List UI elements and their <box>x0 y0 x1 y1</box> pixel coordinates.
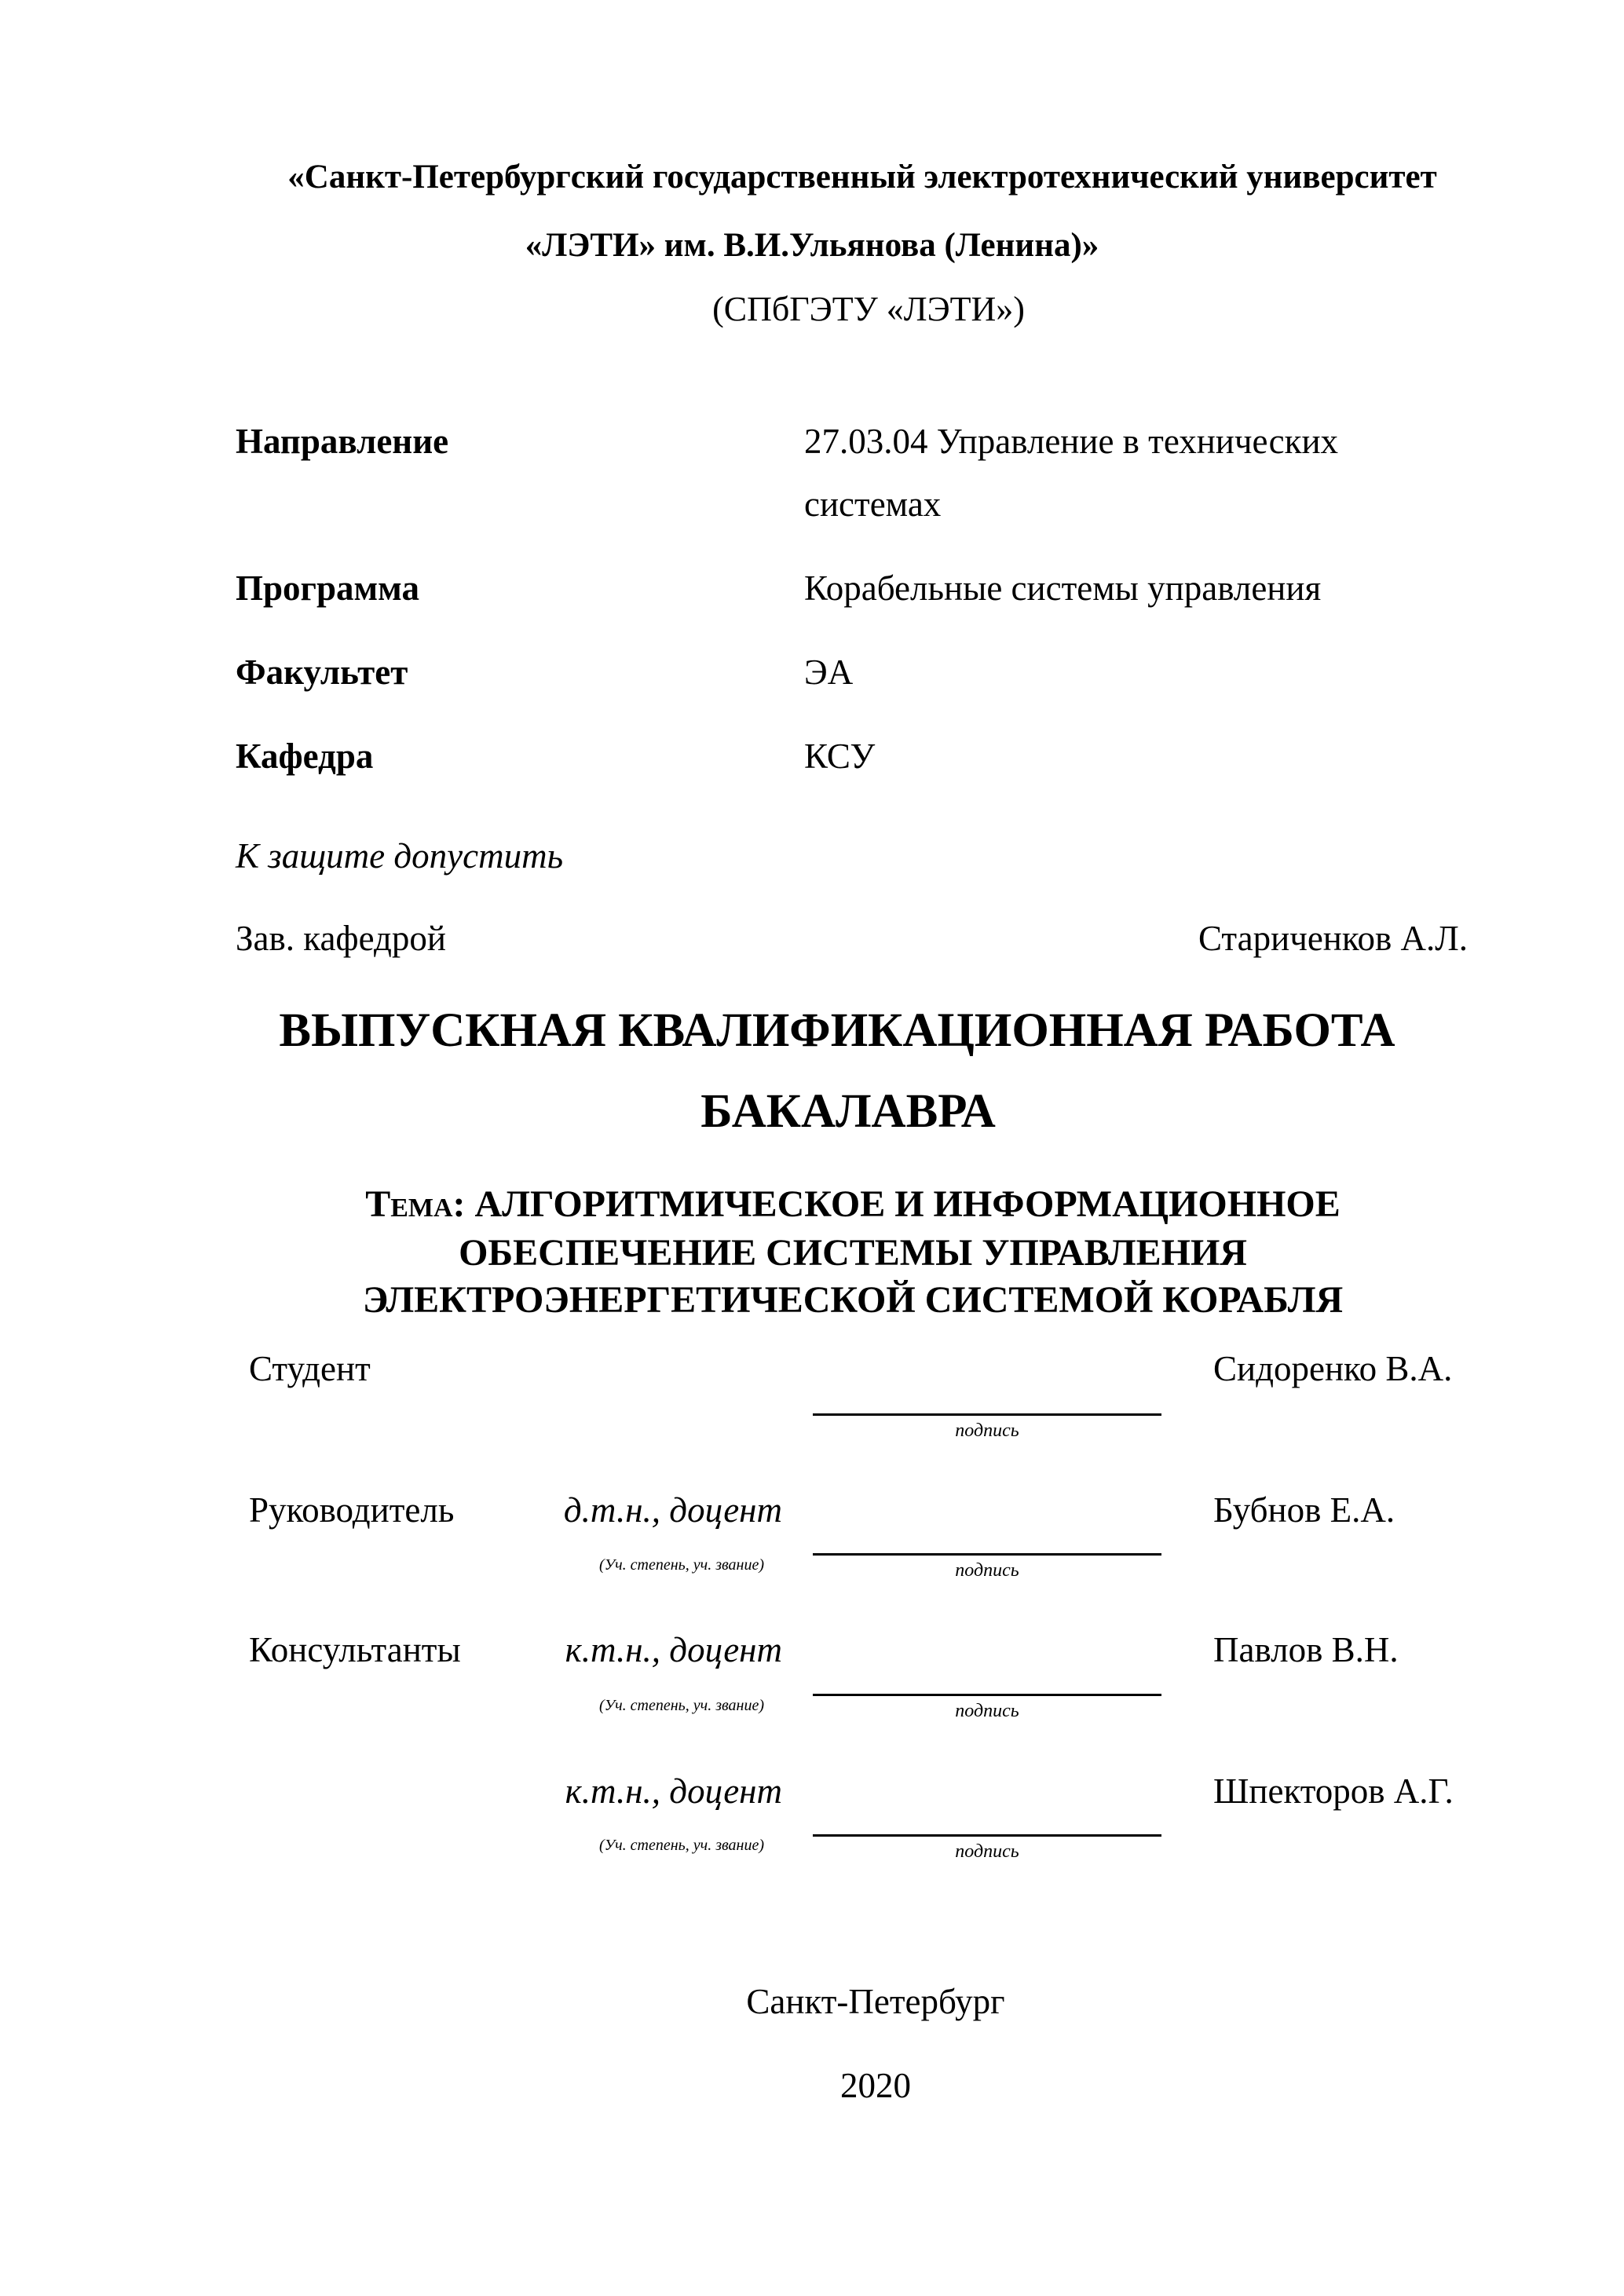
year: 2020 <box>840 2066 911 2105</box>
degree-supervisor: д.т.н., доцент <box>563 1490 782 1530</box>
info-value-program: Корабельные системы управления <box>804 569 1322 608</box>
city: Санкт-Петербург <box>746 1982 1005 2021</box>
signature-line <box>813 1694 1161 1696</box>
info-value-faculty: ЭА <box>804 653 854 692</box>
degree-caption: (Уч. степень, уч. звание) <box>599 1837 764 1854</box>
university-name-line2: «ЛЭТИ» им. В.И.Ульянова (Ленина)» <box>525 227 1099 264</box>
name-consultant-2: Шпекторов А.Г. <box>1213 1771 1454 1811</box>
title-line1: ВЫПУСКНАЯ КВАЛИФИКАЦИОННАЯ РАБОТА <box>279 1004 1395 1057</box>
degree-caption: (Уч. степень, уч. звание) <box>599 1556 764 1574</box>
admit-text: К защите допустить <box>236 836 564 876</box>
signature-caption: подпись <box>955 1560 1019 1581</box>
degree-consultant-2: к.т.н., доцент <box>565 1771 782 1811</box>
info-label-faculty: Факультет <box>236 653 408 692</box>
degree-caption: (Уч. степень, уч. звание) <box>599 1697 764 1714</box>
topic-prefix: Тема: <box>365 1183 466 1225</box>
topic-text-line1: АЛГОРИТМИЧЕСКОЕ И ИНФОРМАЦИОННОЕ <box>474 1183 1341 1225</box>
info-value-direction: 27.03.04 Управление в технических <box>804 422 1339 461</box>
name-student: Сидоренко В.А. <box>1213 1349 1453 1388</box>
info-label-program: Программа <box>236 569 419 608</box>
signature-line <box>813 1834 1161 1837</box>
head-name: Стариченков А.Л. <box>1198 919 1468 958</box>
info-label-direction: Направление <box>236 422 449 461</box>
info-value-direction-cont: системах <box>804 484 942 524</box>
topic-line3: ЭЛЕКТРОЭНЕРГЕТИЧЕСКОЙ СИСТЕМОЙ КОРАБЛЯ <box>362 1279 1344 1321</box>
signature-line <box>813 1553 1161 1556</box>
signature-caption: подпись <box>955 1841 1019 1862</box>
info-value-department: КСУ <box>804 737 876 776</box>
role-student: Студент <box>249 1349 371 1388</box>
topic-line2: ОБЕСПЕЧЕНИЕ СИСТЕМЫ УПРАВЛЕНИЯ <box>459 1232 1247 1274</box>
signature-line <box>813 1413 1161 1416</box>
university-short-name: (СПбГЭТУ «ЛЭТИ») <box>712 290 1025 328</box>
name-supervisor: Бубнов Е.А. <box>1213 1490 1395 1530</box>
head-label: Зав. кафедрой <box>236 919 446 958</box>
role-consultants: Консультанты <box>249 1630 461 1669</box>
role-supervisor: Руководитель <box>249 1490 455 1530</box>
signature-caption: подпись <box>955 1701 1019 1721</box>
topic-line1 <box>41 1183 1624 1225</box>
university-name-line1: «Санкт-Петербургский государственный электротехнический университет <box>287 159 1437 196</box>
degree-consultant-1: к.т.н., доцент <box>565 1630 782 1669</box>
signature-caption: подпись <box>955 1420 1019 1441</box>
name-consultant-1: Павлов В.Н. <box>1213 1630 1399 1669</box>
title-line2: БАКАЛАВРА <box>700 1085 996 1138</box>
info-label-department: Кафедра <box>236 737 374 776</box>
